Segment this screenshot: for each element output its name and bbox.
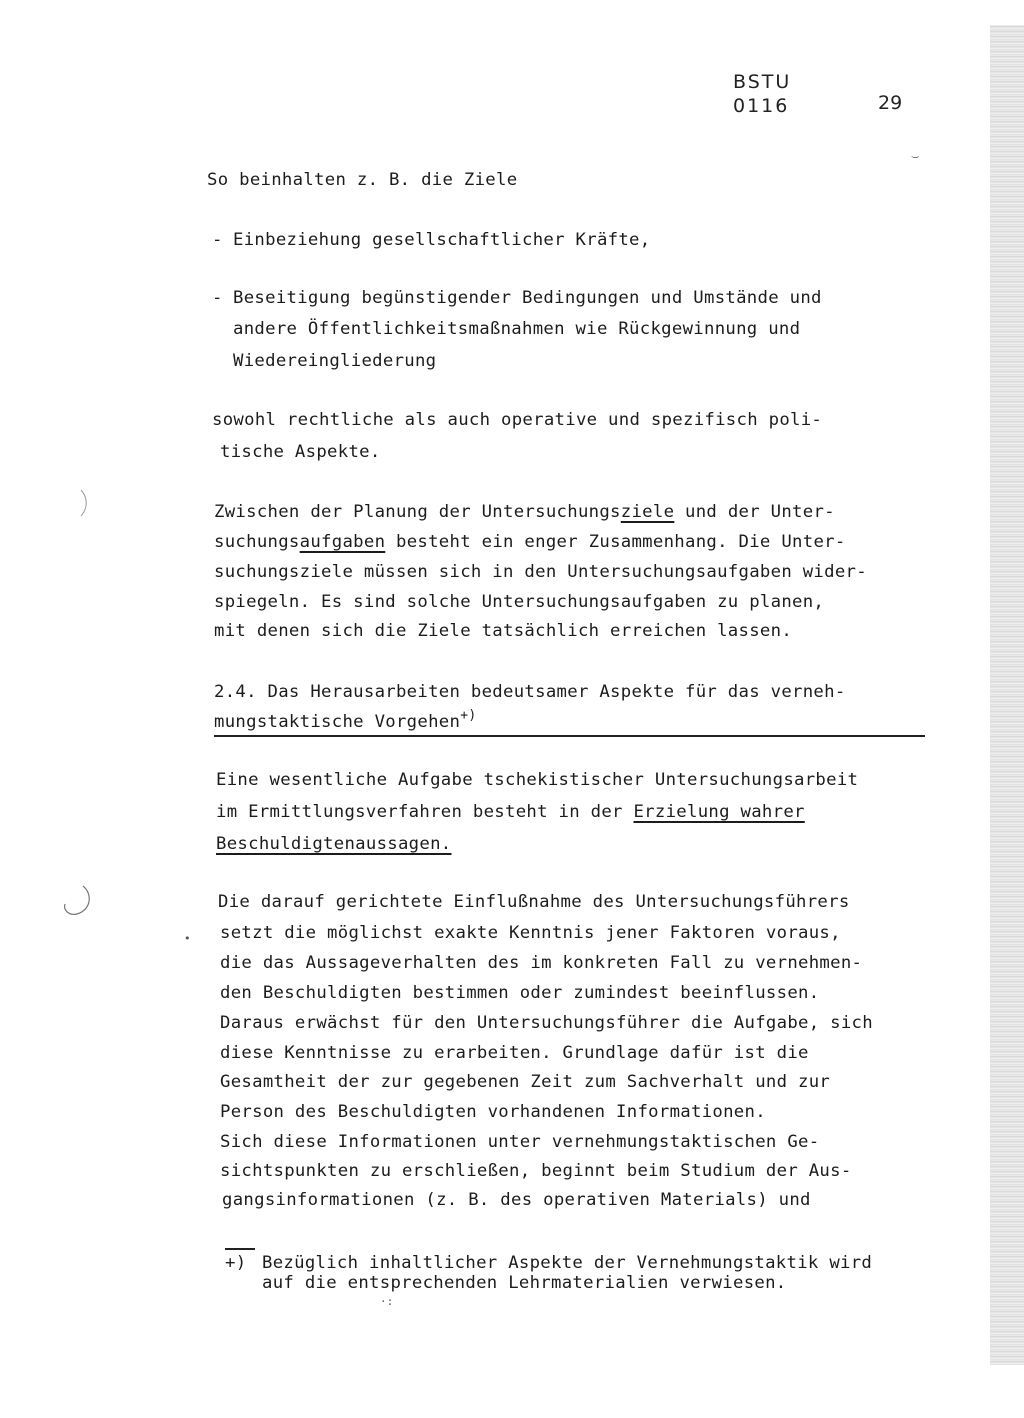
footnote-marker: +) — [460, 708, 477, 723]
paragraph-2-line-2 — [214, 532, 846, 552]
paragraph-3-line-1: Eine wesentliche Aufgabe tschekistischer Untersuchungsarbeit — [216, 770, 859, 790]
paragraph-2-line-3: suchungsziele müssen sich in den Untersuchungsaufgaben wider- — [214, 562, 867, 582]
archive-stamp — [733, 70, 791, 118]
scan-speck: ·: — [380, 1295, 394, 1308]
section-heading-line-2 — [214, 708, 477, 734]
bullet-marker: - — [212, 288, 223, 308]
paragraph-4-line-6: diese Kenntnisse zu erarbeiten. Grundlage dafür ist die — [220, 1043, 809, 1063]
paragraph-4-line-5: Daraus erwächst für den Untersuchungsführer die Aufgabe, sich — [220, 1013, 873, 1033]
bullet-2-line-3: Wiedereingliederung — [233, 351, 437, 371]
stamp-line-2: 0116 — [733, 95, 790, 117]
footnote-line-2: auf die entsprechenden Lehrmaterialien verwiesen. — [262, 1273, 787, 1293]
heading-underline — [214, 735, 925, 737]
section-heading-line-1: 2.4. Das Herausarbeiten bedeutsamer Aspekte für das verneh- — [214, 682, 846, 702]
paragraph-2-line-4: spiegeln. Es sind solche Untersuchungsaufgaben zu planen, — [214, 592, 825, 612]
paragraph-2-line-5: mit denen sich die Ziele tatsächlich erreichen lassen. — [214, 621, 793, 641]
paragraph-4-line-9: Sich diese Informationen unter vernehmungstaktischen Ge- — [220, 1132, 820, 1152]
punch-hole-mark — [78, 488, 92, 518]
paragraph-3-line-2 — [216, 802, 805, 822]
underlined-term: Beschuldigtenaussagen. — [216, 834, 452, 854]
paragraph-4-line-7: Gesamtheit der zur gegebenen Zeit zum Sachverhalt und zur — [220, 1072, 831, 1092]
scan-speck: ‿ — [912, 146, 919, 159]
paragraph-4-line-1: Die darauf gerichtete Einflußnahme des Untersuchungsführers — [218, 892, 850, 912]
page-number: 29 — [878, 92, 903, 114]
footnote-marker: +) — [225, 1253, 247, 1273]
underlined-term: aufgaben — [299, 532, 386, 552]
paragraph-4-line-2: setzt die möglichst exakte Kenntnis jener Faktoren voraus, — [220, 923, 841, 943]
scan-edge-shadow — [990, 25, 1024, 1365]
text-span: suchungs — [214, 532, 300, 552]
stamp-line-1: BSTU — [733, 71, 792, 93]
paragraph-4-line-11: gangsinformationen (z. B. des operativen Materials) und — [222, 1190, 811, 1210]
bullet-2-line-2: andere Öffentlichkeitsmaßnahmen wie Rückgewinnung und — [233, 319, 801, 339]
paragraph-3-line-3 — [216, 834, 452, 854]
underlined-term: Erzielung wahrer — [633, 802, 805, 822]
text-span: besteht ein enger Zusammenhang. Die Unter- — [385, 532, 846, 552]
intro-line: So beinhalten z. B. die Ziele — [207, 170, 518, 190]
paragraph-2-line-1 — [214, 502, 835, 522]
paragraph-1-line-2: tische Aspekte. — [220, 442, 381, 462]
scan-speck: • — [184, 932, 191, 945]
paragraph-4-line-8: Person des Beschuldigten vorhandenen Informationen. — [220, 1102, 766, 1122]
text-span: im Ermittlungsverfahren besteht in der — [216, 802, 634, 822]
paragraph-1-line-1: sowohl rechtliche als auch operative und spezifisch poli- — [212, 410, 823, 430]
bullet-1-line-1: Einbeziehung gesellschaftlicher Kräfte, — [233, 230, 651, 250]
paragraph-4-line-10: sichtspunkten zu erschließen, beginnt beim Studium der Aus- — [220, 1161, 852, 1181]
paragraph-4-line-3: die das Aussageverhalten des im konkreten Fall zu vernehmen- — [220, 953, 863, 973]
bullet-2-line-1: Beseitigung begünstigender Bedingungen und Umstände und — [233, 288, 822, 308]
paragraph-4-line-4: den Beschuldigten bestimmen oder zumindest beeinflussen. — [220, 983, 820, 1003]
underlined-term: ziele — [620, 502, 675, 522]
heading-text: mungstaktische Vorgehen — [214, 712, 461, 732]
bullet-marker: - — [212, 230, 223, 250]
text-span: Zwischen der Planung der Untersuchungs — [214, 502, 621, 522]
text-span: und der Unter- — [674, 502, 835, 522]
footnote-line-1: Bezüglich inhaltlicher Aspekte der Vernehmungstaktik wird — [262, 1253, 873, 1273]
footnote-rule — [225, 1248, 255, 1250]
punch-hole-mark — [55, 880, 95, 920]
